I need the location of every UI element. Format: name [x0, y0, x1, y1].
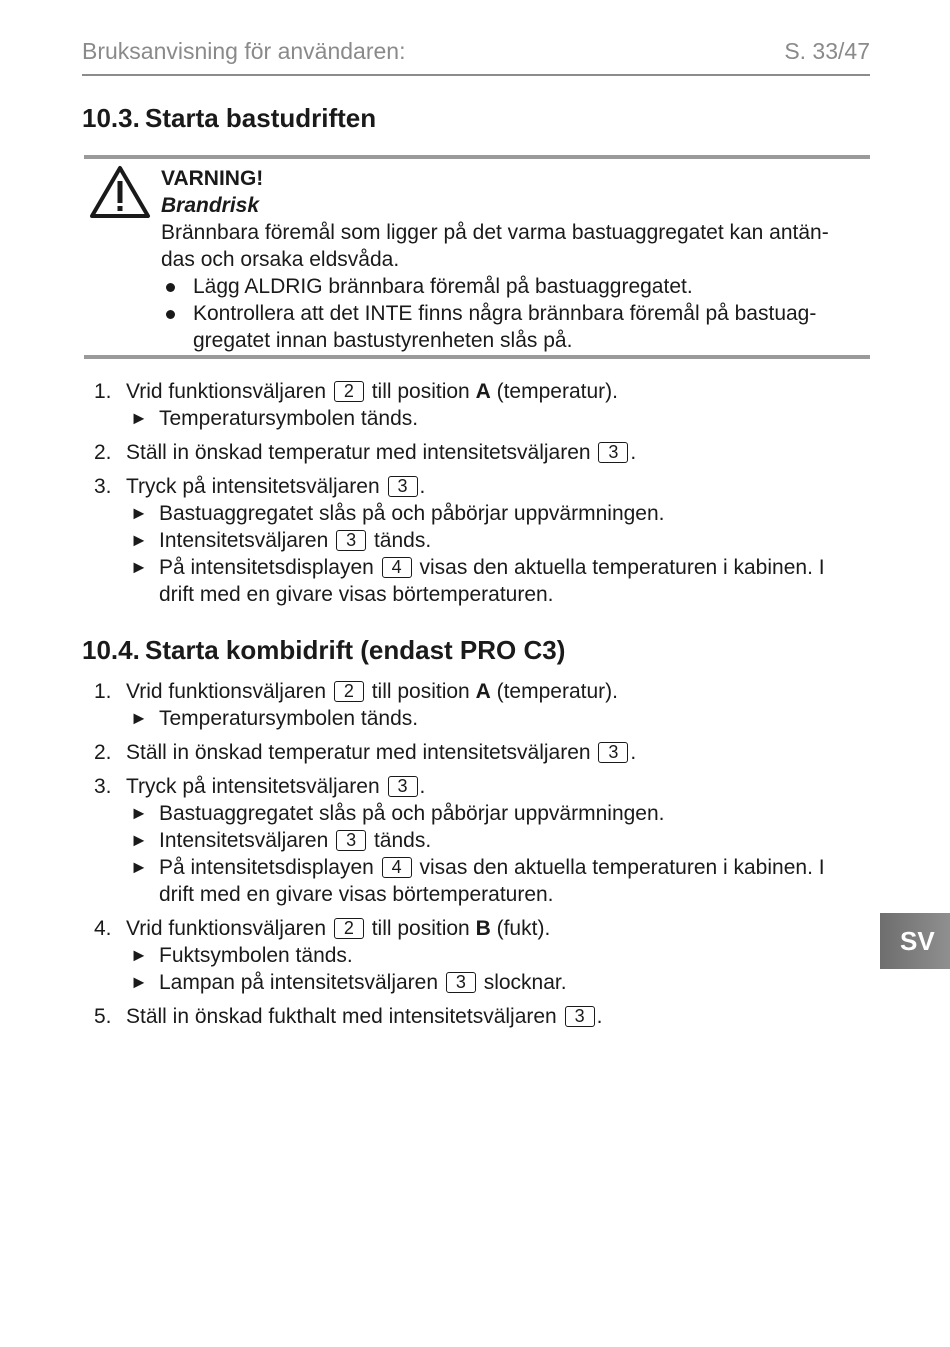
- step-result: ► På intensitetsdisplayen 4 visas den aktuella temperaturen i kabinen. I drift med en givare visas börtemperaturen.: [130, 556, 825, 606]
- arrow-right-icon: ►: [130, 557, 148, 577]
- reference-box: 3: [598, 742, 628, 763]
- step-text: Vrid funktionsväljaren 2 till position A (temperatur).: [126, 380, 618, 403]
- warning-title: VARNING!: [161, 167, 264, 190]
- section-heading-10-4: [82, 635, 565, 666]
- step-result: ► Fuktsymbolen tänds.: [130, 944, 353, 967]
- step-item: [82, 378, 872, 432]
- page-header: [82, 36, 870, 76]
- warning-text-line: Brännbara föremål som ligger på det varma bastuaggregatet kan antän-: [161, 221, 829, 244]
- section-title: Starta bastudriften: [145, 103, 377, 133]
- step-item: [82, 915, 872, 996]
- section-title: Starta kombidrift (endast PRO C3): [145, 635, 566, 665]
- step-result: ► Bastuaggregatet slås på och påbörjar uppvärmningen.: [130, 802, 665, 825]
- warning-bullet: Kontrollera att det INTE finns några brännbara föremål på bastuag- gregatet innan bastustyrenheten slås på.: [161, 300, 873, 354]
- reference-box: 4: [382, 857, 412, 878]
- arrow-right-icon: ►: [130, 945, 148, 965]
- step-item: [82, 773, 872, 908]
- arrow-right-icon: ►: [130, 503, 148, 523]
- step-result: ► Temperatursymbolen tänds.: [130, 707, 419, 730]
- step-number: 1.: [94, 380, 112, 403]
- arrow-right-icon: ►: [130, 408, 148, 428]
- step-item: [82, 473, 872, 608]
- step-item: [82, 439, 872, 466]
- step-result: ► Intensitetsväljaren 3 tänds.: [130, 829, 432, 852]
- step-number: 2.: [94, 741, 112, 764]
- warning-triangle-icon: [88, 164, 152, 220]
- step-result: ► Lampan på intensitetsväljaren 3 slocknar.: [130, 971, 567, 994]
- section-heading-10-3: [82, 103, 376, 134]
- step-result: ► Bastuaggregatet slås på och påbörjar uppvärmningen.: [130, 502, 665, 525]
- step-number: 2.: [94, 441, 112, 464]
- step-number: 1.: [94, 680, 112, 703]
- reference-box: 3: [446, 972, 476, 993]
- reference-box: 3: [388, 776, 418, 797]
- arrow-right-icon: ►: [130, 972, 148, 992]
- reference-box: 4: [382, 557, 412, 578]
- warning-text-line: das och orsaka eldsvåda.: [161, 248, 400, 271]
- reference-box: 2: [334, 681, 364, 702]
- reference-box: 3: [565, 1006, 595, 1027]
- step-text: Ställ in önskad temperatur med intensitetsväljaren 3 .: [126, 741, 637, 764]
- warning-box: [84, 155, 870, 359]
- step-item: [82, 678, 872, 732]
- reference-box: 3: [336, 830, 366, 851]
- step-text: Vrid funktionsväljaren 2 till position A (temperatur).: [126, 680, 618, 703]
- step-number: 3.: [94, 775, 112, 798]
- warning-content: [161, 165, 873, 354]
- step-result: ► Temperatursymbolen tänds.: [130, 407, 419, 430]
- steps-list-10-3: [82, 378, 872, 615]
- step-result: ► Intensitetsväljaren 3 tänds.: [130, 529, 432, 552]
- language-tab: SV: [880, 913, 950, 969]
- step-number: 3.: [94, 475, 112, 498]
- warning-subtitle: Brandrisk: [161, 194, 260, 217]
- arrow-right-icon: ►: [130, 708, 148, 728]
- warning-bullet: Lägg ALDRIG brännbara föremål på bastuaggregatet.: [161, 273, 873, 300]
- step-text: Tryck på intensitetsväljaren 3 .: [126, 775, 426, 798]
- warning-bullet-list: [161, 273, 873, 354]
- step-result: ► På intensitetsdisplayen 4 visas den aktuella temperaturen i kabinen. I drift med en givare visas börtemperaturen.: [130, 856, 825, 906]
- page-number: S. 33/47: [784, 38, 870, 64]
- arrow-right-icon: ►: [130, 857, 148, 877]
- arrow-right-icon: ►: [130, 530, 148, 550]
- arrow-right-icon: ►: [130, 803, 148, 823]
- section-number: 10.3.: [82, 103, 140, 133]
- header-title: Bruksanvisning för användaren:: [82, 38, 406, 64]
- step-item: [82, 1003, 872, 1030]
- reference-box: 3: [336, 530, 366, 551]
- reference-box: 3: [598, 442, 628, 463]
- arrow-right-icon: ►: [130, 830, 148, 850]
- step-number: 4.: [94, 917, 112, 940]
- step-text: Ställ in önskad temperatur med intensitetsväljaren 3 .: [126, 441, 637, 464]
- reference-box: 3: [388, 476, 418, 497]
- reference-box: 2: [334, 918, 364, 939]
- steps-list-10-4: [82, 678, 872, 1037]
- step-text: Vrid funktionsväljaren 2 till position B (fukt).: [126, 917, 551, 940]
- step-text: Ställ in önskad fukthalt med intensitetsväljaren 3 .: [126, 1005, 603, 1028]
- reference-box: 2: [334, 381, 364, 402]
- step-text: Tryck på intensitetsväljaren 3 .: [126, 475, 426, 498]
- step-item: [82, 739, 872, 766]
- step-number: 5.: [94, 1005, 112, 1028]
- section-number: 10.4.: [82, 635, 140, 665]
